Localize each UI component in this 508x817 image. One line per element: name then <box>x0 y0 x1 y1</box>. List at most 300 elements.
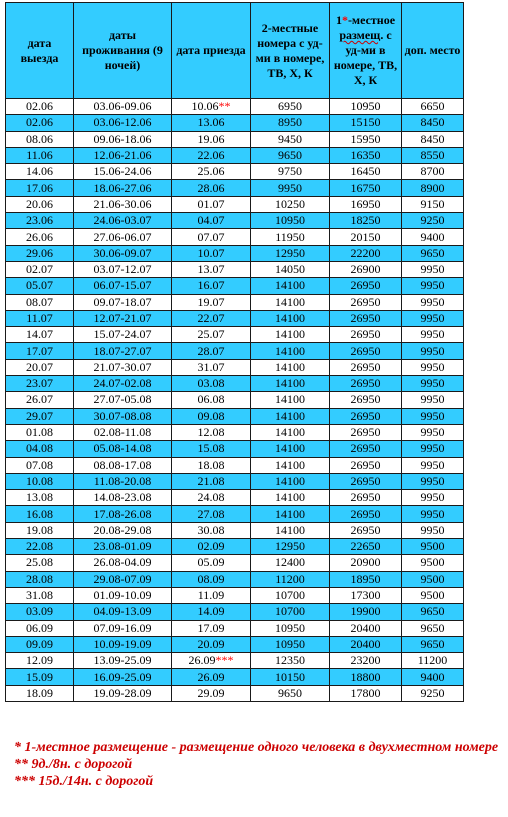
cell-extra-bed-price <box>402 131 464 147</box>
cell-stay-dates-value: 30.07-08.08 <box>93 408 152 423</box>
table-row <box>6 294 464 310</box>
cell-extra-bed-price-value: 9650 <box>420 620 445 635</box>
cell-extra-bed-price-value: 9650 <box>420 245 445 260</box>
cell-single-price <box>330 327 402 343</box>
footnote-double-star: ** 9д./8н. с дорогой <box>14 757 133 772</box>
table-row <box>6 620 464 636</box>
cell-double-price <box>251 213 330 229</box>
cell-arrival-value: 29.09 <box>197 685 225 700</box>
cell-extra-bed-price <box>402 180 464 196</box>
cell-stay-dates <box>74 327 172 343</box>
cell-single-price-value: 26950 <box>350 441 381 456</box>
cell-double-price-value: 12400 <box>275 555 305 570</box>
cell-extra-bed-price-value: 11200 <box>417 653 448 668</box>
cell-departure-value: 15.09 <box>26 669 53 684</box>
cell-double-price <box>251 180 330 196</box>
cell-double-price <box>251 473 330 489</box>
cell-extra-bed-price <box>402 359 464 375</box>
header-single-rest: -местное <box>347 13 396 27</box>
table-row <box>6 131 464 147</box>
cell-departure-value: 17.07 <box>26 343 53 358</box>
cell-single-price-value: 23200 <box>350 653 381 668</box>
cell-single-price <box>330 490 402 506</box>
price-schedule-table <box>5 2 464 702</box>
cell-stay-dates-value: 13.09-25.09 <box>93 653 152 668</box>
cell-stay-dates <box>74 408 172 424</box>
cell-extra-bed-price <box>402 261 464 277</box>
cell-double-price <box>251 587 330 603</box>
cell-arrival <box>172 587 251 603</box>
header-single-tail: . с уд-ми в номере, ТВ, Х, К <box>333 28 398 87</box>
table-row <box>6 392 464 408</box>
cell-single-price <box>330 457 402 473</box>
cell-arrival <box>172 457 251 473</box>
table-row <box>6 571 464 587</box>
cell-arrival-value: 28.07 <box>197 343 225 358</box>
cell-arrival-value: 11.09 <box>197 588 225 603</box>
cell-arrival-value: 17.09 <box>197 620 225 635</box>
cell-single-price <box>330 147 402 163</box>
cell-single-price-value: 18800 <box>350 669 381 684</box>
cell-double-price-value: 9950 <box>278 180 302 195</box>
cell-departure-value: 19.08 <box>26 522 53 537</box>
cell-stay-dates-value: 18.07-27.07 <box>93 343 152 358</box>
cell-double-price <box>251 653 330 669</box>
cell-single-price-value: 20400 <box>350 636 381 651</box>
cell-arrival <box>172 490 251 506</box>
cell-double-price <box>251 685 330 701</box>
table-row <box>6 99 464 115</box>
cell-arrival <box>172 539 251 555</box>
cell-stay-dates <box>74 359 172 375</box>
cell-single-price-value: 20150 <box>350 229 381 244</box>
cell-single-price-value: 26950 <box>350 392 381 407</box>
cell-departure-value: 29.06 <box>26 245 53 260</box>
cell-departure-value: 14.06 <box>26 164 53 179</box>
cell-double-price-value: 8950 <box>278 115 302 130</box>
cell-stay-dates <box>74 147 172 163</box>
cell-arrival <box>172 620 251 636</box>
cell-double-price-value: 12350 <box>275 653 305 668</box>
cell-double-price <box>251 620 330 636</box>
cell-extra-bed-price-value: 9950 <box>420 457 445 472</box>
cell-departure-value: 16.08 <box>26 506 53 521</box>
cell-single-price-value: 15950 <box>350 131 381 146</box>
cell-departure <box>6 180 74 196</box>
cell-stay-dates <box>74 261 172 277</box>
cell-single-price <box>330 555 402 571</box>
cell-extra-bed-price-value: 9950 <box>420 327 445 342</box>
cell-departure <box>6 522 74 538</box>
cell-double-price-value: 14100 <box>275 473 305 488</box>
cell-double-price-value: 10950 <box>275 620 305 635</box>
cell-departure-value: 23.07 <box>26 376 53 391</box>
cell-double-price <box>251 636 330 652</box>
cell-departure <box>6 359 74 375</box>
cell-single-price <box>330 587 402 603</box>
cell-single-price-value: 15150 <box>350 115 381 130</box>
cell-stay-dates-value: 26.08-04.09 <box>93 555 152 570</box>
table-row <box>6 669 464 685</box>
cell-arrival <box>172 685 251 701</box>
cell-double-price <box>251 604 330 620</box>
cell-arrival-value: 22.07 <box>197 311 225 325</box>
cell-arrival <box>172 359 251 375</box>
cell-departure-value: 25.08 <box>26 555 53 570</box>
cell-single-price <box>330 164 402 180</box>
cell-single-price-value: 26950 <box>350 506 381 521</box>
cell-double-price <box>251 424 330 440</box>
cell-extra-bed-price-value: 9950 <box>420 392 445 407</box>
cell-departure <box>6 571 74 587</box>
cell-single-price <box>330 571 402 587</box>
cell-single-price-value: 16750 <box>350 180 381 195</box>
header-stay-dates: даты проживания (9 ночей) <box>74 3 172 99</box>
cell-departure <box>6 147 74 163</box>
table-row <box>6 213 464 229</box>
cell-stay-dates-value: 03.07-12.07 <box>93 262 152 277</box>
cell-double-price <box>251 99 330 115</box>
table-body <box>6 99 464 702</box>
cell-extra-bed-price-value: 9950 <box>420 359 445 374</box>
footnote-single-occupancy: * 1-местное размещение - размещение одного человека в двухместном номере <box>14 740 499 755</box>
table-row <box>6 539 464 555</box>
cell-single-price <box>330 392 402 408</box>
cell-single-price <box>330 245 402 261</box>
cell-double-price <box>251 392 330 408</box>
cell-departure-value: 09.09 <box>26 636 53 651</box>
cell-arrival <box>172 261 251 277</box>
cell-single-price-value: 26950 <box>350 294 381 309</box>
cell-stay-dates <box>74 180 172 196</box>
cell-extra-bed-price-value: 9950 <box>420 376 445 391</box>
cell-arrival <box>172 245 251 261</box>
cell-double-price <box>251 376 330 392</box>
cell-stay-dates <box>74 376 172 392</box>
cell-extra-bed-price <box>402 424 464 440</box>
cell-departure-value: 20.07 <box>26 359 53 374</box>
cell-single-price <box>330 539 402 555</box>
table-row <box>6 196 464 212</box>
cell-extra-bed-price-value: 6650 <box>420 99 445 114</box>
cell-double-price-value: 14100 <box>275 327 305 342</box>
cell-single-price <box>330 636 402 652</box>
cell-single-price-value: 22650 <box>350 539 381 554</box>
cell-stay-dates <box>74 115 172 131</box>
cell-arrival <box>172 278 251 294</box>
cell-departure <box>6 164 74 180</box>
table-row <box>6 359 464 375</box>
table-row <box>6 473 464 489</box>
cell-departure <box>6 473 74 489</box>
cell-departure-value: 11.06 <box>26 148 53 163</box>
footnotes <box>14 739 508 790</box>
cell-departure-value: 02.07 <box>26 262 53 277</box>
cell-arrival <box>172 408 251 424</box>
cell-extra-bed-price-value: 9950 <box>420 262 445 277</box>
cell-double-price <box>251 147 330 163</box>
cell-single-price <box>330 424 402 440</box>
cell-stay-dates-value: 15.07-24.07 <box>93 327 152 342</box>
cell-departure-value: 29.07 <box>26 408 53 423</box>
cell-double-price <box>251 229 330 245</box>
cell-single-price-value: 26950 <box>350 327 381 342</box>
table-row <box>6 685 464 701</box>
cell-arrival-value: 13.06 <box>197 115 225 130</box>
table-row <box>6 115 464 131</box>
cell-departure <box>6 213 74 229</box>
cell-departure <box>6 196 74 212</box>
cell-arrival <box>172 441 251 457</box>
cell-departure-value: 08.07 <box>26 294 53 309</box>
cell-arrival <box>172 99 251 115</box>
cell-extra-bed-price <box>402 327 464 343</box>
cell-arrival-value: 07.07 <box>197 229 225 244</box>
footnote-triple-star: *** 15д./14н. с дорогой <box>14 774 154 789</box>
cell-single-price-value: 26950 <box>350 376 381 391</box>
cell-stay-dates <box>74 294 172 310</box>
cell-double-price-value: 14100 <box>275 343 305 358</box>
header-departure: дата выезда <box>6 3 74 99</box>
cell-departure <box>6 620 74 636</box>
cell-departure-value: 14.07 <box>26 327 53 342</box>
cell-extra-bed-price-value: 9150 <box>420 196 445 211</box>
cell-single-price <box>330 685 402 701</box>
cell-arrival-value: 15.08 <box>197 441 225 456</box>
cell-departure-value: 22.08 <box>26 539 53 554</box>
cell-arrival <box>172 196 251 212</box>
cell-arrival <box>172 213 251 229</box>
cell-departure-value: 06.09 <box>26 620 53 635</box>
cell-double-price <box>251 310 330 326</box>
cell-single-price <box>330 376 402 392</box>
cell-double-price <box>251 278 330 294</box>
cell-extra-bed-price <box>402 604 464 620</box>
cell-double-price <box>251 441 330 457</box>
cell-extra-bed-price <box>402 441 464 457</box>
cell-double-price-value: 10700 <box>275 588 305 603</box>
cell-single-price <box>330 131 402 147</box>
cell-extra-bed-price-value: 9500 <box>420 588 445 603</box>
cell-stay-dates <box>74 506 172 522</box>
cell-stay-dates <box>74 555 172 571</box>
cell-double-price <box>251 294 330 310</box>
cell-extra-bed-price <box>402 343 464 359</box>
table-row <box>6 278 464 294</box>
cell-stay-dates-value: 09.07-18.07 <box>93 294 152 309</box>
cell-extra-bed-price <box>402 196 464 212</box>
cell-departure-value: 31.08 <box>26 588 53 603</box>
table-row <box>6 229 464 245</box>
cell-departure-value: 04.08 <box>26 441 53 456</box>
cell-extra-bed-price-value: 9500 <box>420 555 445 570</box>
cell-arrival <box>172 294 251 310</box>
table-row <box>6 604 464 620</box>
cell-arrival-value: 12.08 <box>197 425 225 440</box>
cell-extra-bed-price-value: 9950 <box>420 473 445 488</box>
table-row <box>6 327 464 343</box>
cell-departure <box>6 229 74 245</box>
table-row <box>6 555 464 571</box>
cell-departure <box>6 669 74 685</box>
cell-departure <box>6 408 74 424</box>
cell-extra-bed-price <box>402 653 464 669</box>
cell-arrival-value: 27.08 <box>197 506 225 521</box>
cell-departure-value: 26.07 <box>26 392 53 407</box>
cell-arrival <box>172 376 251 392</box>
cell-extra-bed-price <box>402 555 464 571</box>
header-row <box>6 3 464 99</box>
cell-extra-bed-price <box>402 620 464 636</box>
cell-arrival <box>172 229 251 245</box>
cell-departure-value: 26.06 <box>26 229 53 244</box>
table-row <box>6 180 464 196</box>
cell-arrival-value: 06.08 <box>197 392 225 407</box>
cell-arrival <box>172 636 251 652</box>
cell-single-price-value: 20900 <box>350 555 381 570</box>
cell-stay-dates <box>74 490 172 506</box>
table-row <box>6 587 464 603</box>
table-row <box>6 147 464 163</box>
cell-extra-bed-price <box>402 213 464 229</box>
cell-single-price <box>330 196 402 212</box>
cell-extra-bed-price <box>402 310 464 326</box>
cell-single-price-value: 18250 <box>350 213 381 228</box>
cell-departure <box>6 99 74 115</box>
cell-extra-bed-price <box>402 164 464 180</box>
table-row <box>6 653 464 669</box>
cell-single-price-value: 26950 <box>350 408 381 423</box>
cell-arrival-value: 19.07 <box>197 294 225 309</box>
cell-departure-value: 11.07 <box>26 311 53 325</box>
cell-departure <box>6 261 74 277</box>
cell-departure-value: 12.09 <box>26 653 53 668</box>
cell-extra-bed-price-value: 9500 <box>420 539 445 554</box>
cell-extra-bed-price <box>402 539 464 555</box>
cell-departure <box>6 327 74 343</box>
cell-arrival-value: 18.08 <box>197 457 225 472</box>
table-row <box>6 636 464 652</box>
cell-stay-dates <box>74 310 172 326</box>
cell-double-price-value: 14100 <box>275 408 305 423</box>
cell-arrival-value: 26.09 <box>188 653 216 668</box>
cell-stay-dates <box>74 539 172 555</box>
cell-single-price-value: 26900 <box>350 262 381 277</box>
cell-double-price-value: 14050 <box>275 262 305 277</box>
cell-stay-dates-value: 21.07-30.07 <box>93 359 152 374</box>
header-double-room: 2-местные номера с уд-ми в номере, ТВ, Х, К <box>251 3 330 99</box>
cell-double-price <box>251 555 330 571</box>
cell-stay-dates <box>74 245 172 261</box>
cell-arrival <box>172 669 251 685</box>
cell-extra-bed-price <box>402 685 464 701</box>
cell-stay-dates-value: 09.06-18.06 <box>93 131 152 146</box>
cell-arrival-value: 04.07 <box>197 213 225 228</box>
cell-single-price <box>330 653 402 669</box>
cell-single-price-value: 22200 <box>350 245 381 260</box>
table-row <box>6 310 464 326</box>
cell-stay-dates <box>74 99 172 115</box>
cell-double-price <box>251 245 330 261</box>
cell-extra-bed-price-value: 9950 <box>420 408 445 423</box>
cell-extra-bed-price-value: 9400 <box>420 669 445 684</box>
cell-double-price <box>251 115 330 131</box>
cell-stay-dates <box>74 441 172 457</box>
cell-stay-dates-value: 18.06-27.06 <box>93 180 152 195</box>
cell-extra-bed-price <box>402 229 464 245</box>
cell-extra-bed-price <box>402 115 464 131</box>
cell-double-price <box>251 359 330 375</box>
cell-single-price <box>330 522 402 538</box>
cell-extra-bed-price <box>402 376 464 392</box>
cell-stay-dates-value: 24.06-03.07 <box>93 213 152 228</box>
cell-arrival-value: 10.06 <box>191 99 219 114</box>
cell-double-price <box>251 669 330 685</box>
table-row <box>6 490 464 506</box>
cell-double-price-value: 6950 <box>278 99 302 114</box>
cell-arrival-value: 26.09 <box>197 669 225 684</box>
cell-extra-bed-price-value: 8450 <box>420 131 445 146</box>
cell-extra-bed-price <box>402 408 464 424</box>
cell-departure-value: 13.08 <box>26 490 53 505</box>
cell-arrival <box>172 327 251 343</box>
cell-single-price-value: 19900 <box>350 604 381 619</box>
cell-single-price <box>330 604 402 620</box>
cell-single-price-value: 26950 <box>350 278 381 293</box>
cell-departure-value: 02.06 <box>26 99 53 114</box>
cell-arrival <box>172 571 251 587</box>
cell-departure <box>6 310 74 326</box>
cell-extra-bed-price-value: 9650 <box>420 636 445 651</box>
cell-extra-bed-price <box>402 294 464 310</box>
cell-double-price-value: 12950 <box>275 539 305 554</box>
cell-stay-dates-value: 07.09-16.09 <box>93 620 152 635</box>
cell-departure-value: 08.06 <box>26 131 53 146</box>
cell-stay-dates-value: 03.06-09.06 <box>93 99 152 114</box>
cell-single-price <box>330 473 402 489</box>
table-row <box>6 506 464 522</box>
cell-arrival <box>172 180 251 196</box>
cell-extra-bed-price-value: 8900 <box>420 180 445 195</box>
cell-double-price-value: 14100 <box>275 392 305 407</box>
cell-stay-dates-value: 05.08-14.08 <box>93 441 152 456</box>
cell-arrival <box>172 115 251 131</box>
cell-stay-dates <box>74 457 172 473</box>
cell-departure-value: 17.06 <box>26 180 53 195</box>
cell-arrival-value: 25.06 <box>197 164 225 179</box>
cell-departure-value: 10.08 <box>26 473 53 488</box>
cell-arrival-value: 14.09 <box>197 604 225 619</box>
cell-double-price-value: 10950 <box>275 636 305 651</box>
cell-departure-value: 05.07 <box>26 278 53 293</box>
cell-arrival-value: 08.09 <box>197 571 225 586</box>
cell-double-price-value: 14100 <box>275 425 305 440</box>
cell-stay-dates-value: 08.08-17.08 <box>93 457 152 472</box>
cell-single-price-value: 26950 <box>350 457 381 472</box>
cell-departure <box>6 245 74 261</box>
cell-extra-bed-price <box>402 636 464 652</box>
cell-single-price-value: 26950 <box>350 490 381 505</box>
cell-departure <box>6 506 74 522</box>
cell-extra-bed-price <box>402 278 464 294</box>
cell-stay-dates-value: 10.09-19.09 <box>93 636 152 651</box>
cell-arrival <box>172 555 251 571</box>
cell-arrival-value: 01.07 <box>197 196 225 211</box>
cell-double-price <box>251 457 330 473</box>
cell-departure-value: 23.06 <box>26 213 53 228</box>
cell-single-price-value: 26950 <box>350 343 381 358</box>
arrival-footnote-mark: *** <box>215 653 234 668</box>
